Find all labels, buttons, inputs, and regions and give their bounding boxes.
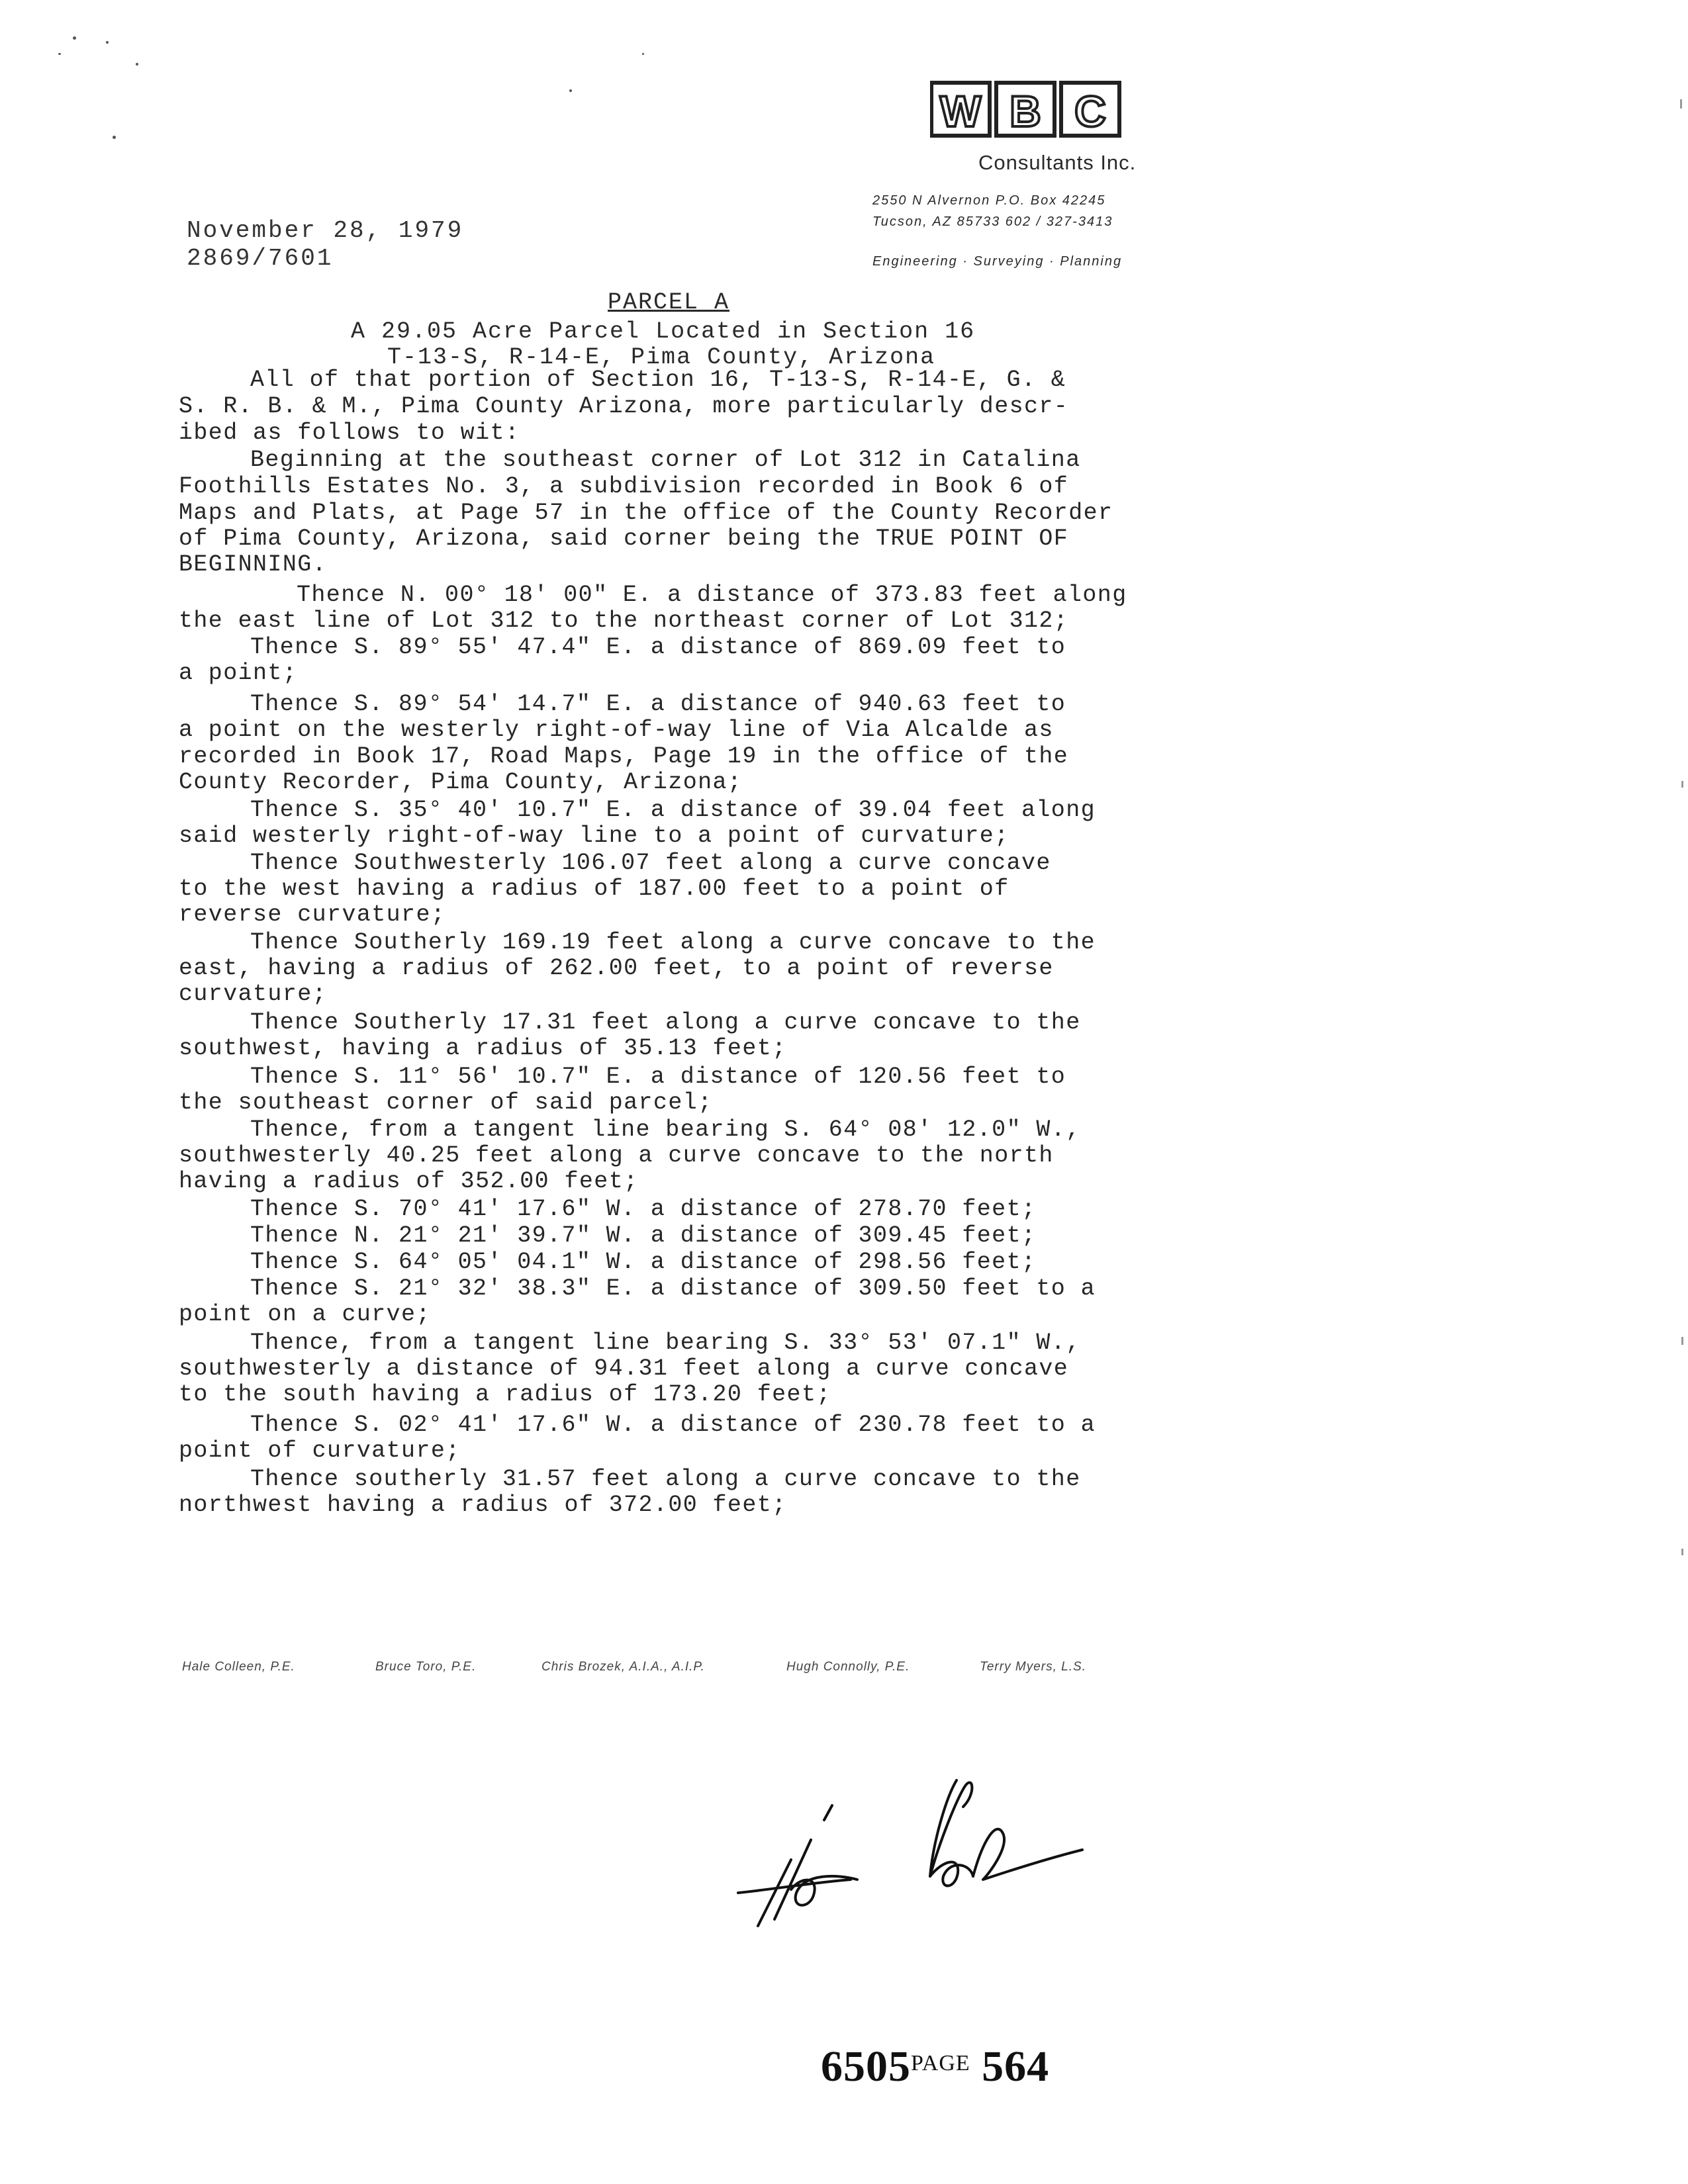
body-line: Thence S. 70° 41' 17.6" W. a distance of 278.70 feet; [250, 1196, 1037, 1222]
scan-speck [106, 41, 109, 44]
staff-name: Terry Myers, L.S. [980, 1660, 1086, 1674]
body-line: southwesterly 40.25 feet along a curve concave to the north [179, 1142, 1054, 1169]
body-line: point on a curve; [179, 1301, 431, 1328]
body-line: Thence Southerly 17.31 feet along a curve concave to the [250, 1009, 1081, 1036]
company-address-line2: Tucson, AZ 85733 602 / 327-3413 [872, 214, 1113, 229]
body-line: recorded in Book 17, Road Maps, Page 19 in the office of the [179, 743, 1069, 770]
scan-edge-mark [1681, 781, 1683, 788]
body-line: County Recorder, Pima County, Arizona; [179, 769, 743, 796]
body-line: BEGINNING. [179, 551, 328, 578]
body-line: Thence S. 21° 32' 38.3" E. a distance of 309.50 feet to a [250, 1275, 1096, 1302]
logo-letter-w: W [939, 87, 982, 136]
parcel-subtitle-2: T-13-S, R-14-E, Pima County, Arizona [387, 344, 936, 371]
file-number: 2869/7601 [187, 245, 334, 272]
handwritten-signature [712, 1760, 1122, 1946]
body-line: Thence S. 35° 40' 10.7" E. a distance of 39.04 feet along [250, 797, 1096, 823]
body-line: Thence S. 64° 05' 04.1" W. a distance of 298.56 feet; [250, 1249, 1037, 1275]
scan-speck [113, 136, 116, 139]
body-line: a point on the westerly right-of-way line of Via Alcalde as [179, 717, 1054, 743]
stamp-page-number: 564 [982, 2042, 1050, 2091]
staff-name: Hugh Connolly, P.E. [786, 1660, 910, 1674]
staff-name: Chris Brozek, A.I.A., A.I.P. [541, 1660, 705, 1674]
recording-stamp [821, 2042, 1049, 2092]
scan-speck [73, 36, 76, 40]
body-line: northwest having a radius of 372.00 feet; [179, 1492, 787, 1518]
body-line: Foothills Estates No. 3, a subdivision recorded in Book 6 of [179, 473, 1069, 500]
body-line: Thence S. 89° 55' 47.4" E. a distance of 869.09 feet to [250, 634, 1066, 660]
scan-speck [642, 53, 644, 55]
body-line: having a radius of 352.00 feet; [179, 1168, 639, 1195]
logo-letter-c: C [1074, 87, 1106, 136]
body-line: the southeast corner of said parcel; [179, 1089, 713, 1116]
company-name: Consultants Inc. [978, 151, 1137, 174]
body-line: the east line of Lot 312 to the northeast corner of Lot 312; [179, 608, 1069, 634]
body-line: Thence S. 02° 41' 17.6" W. a distance of 230.78 feet to a [250, 1412, 1096, 1438]
scan-speck [58, 53, 61, 55]
stamp-book-number: 6505 [821, 2042, 911, 2091]
body-line: said westerly right-of-way line to a point of curvature; [179, 823, 1009, 849]
body-line: of Pima County, Arizona, said corner being the TRUE POINT OF [179, 525, 1069, 552]
body-line: reverse curvature; [179, 901, 446, 928]
scan-edge-mark [1680, 99, 1682, 109]
body-line: east, having a radius of 262.00 feet, to a point of reverse [179, 955, 1054, 981]
body-line: Maps and Plats, at Page 57 in the office of the County Recorder [179, 500, 1113, 526]
body-line: to the west having a radius of 187.00 feet to a point of [179, 876, 1009, 902]
body-line: Thence Southwesterly 106.07 feet along a curve concave [250, 850, 1051, 876]
body-line: Thence, from a tangent line bearing S. 64° 08' 12.0" W., [250, 1116, 1081, 1143]
scan-edge-mark [1681, 1549, 1683, 1555]
body-line: Thence, from a tangent line bearing S. 33° 53' 07.1" W., [250, 1330, 1081, 1356]
staff-name: Hale Colleen, P.E. [182, 1660, 295, 1674]
staff-name: Bruce Toro, P.E. [375, 1660, 477, 1674]
parcel-title: PARCEL A [608, 289, 730, 316]
scan-speck [569, 89, 572, 92]
wbc-logo [930, 76, 1122, 142]
company-services: Engineering · Surveying · Planning [872, 254, 1123, 269]
body-line: Beginning at the southeast corner of Lot 312 in Catalina [250, 447, 1081, 473]
body-line: to the south having a radius of 173.20 feet; [179, 1381, 831, 1408]
body-line: S. R. B. & M., Pima County Arizona, more particularly descr- [179, 393, 1069, 420]
body-line: point of curvature; [179, 1437, 461, 1464]
parcel-subtitle-1: A 29.05 Acre Parcel Located in Section 16 [351, 318, 976, 345]
scan-speck [136, 63, 138, 66]
body-line: southwest, having a radius of 35.13 feet; [179, 1035, 787, 1062]
body-line: southwesterly a distance of 94.31 feet along a curve concave [179, 1355, 1069, 1382]
stamp-page-label: PAGE [911, 2051, 970, 2075]
body-line: ibed as follows to wit: [179, 420, 520, 446]
logo-letter-b: B [1009, 87, 1041, 136]
body-line: Thence N. 00° 18' 00" E. a distance of 373.83 feet along [297, 582, 1127, 608]
body-line: Thence S. 11° 56' 10.7" E. a distance of 120.56 feet to [250, 1064, 1066, 1090]
letter-date: November 28, 1979 [187, 217, 464, 244]
scan-edge-mark [1681, 1337, 1683, 1345]
body-line: Thence S. 89° 54' 14.7" E. a distance of 940.63 feet to [250, 691, 1066, 717]
body-line: Thence Southerly 169.19 feet along a curve concave to the [250, 929, 1096, 956]
body-line: Thence southerly 31.57 feet along a curve concave to the [250, 1466, 1081, 1492]
body-line: Thence N. 21° 21' 39.7" W. a distance of 309.45 feet; [250, 1222, 1037, 1249]
body-line: curvature; [179, 981, 328, 1007]
body-line: All of that portion of Section 16, T-13-S, R-14-E, G. & [250, 367, 1066, 393]
body-line: a point; [179, 660, 298, 686]
company-address-line1: 2550 N Alvernon P.O. Box 42245 [872, 193, 1106, 208]
